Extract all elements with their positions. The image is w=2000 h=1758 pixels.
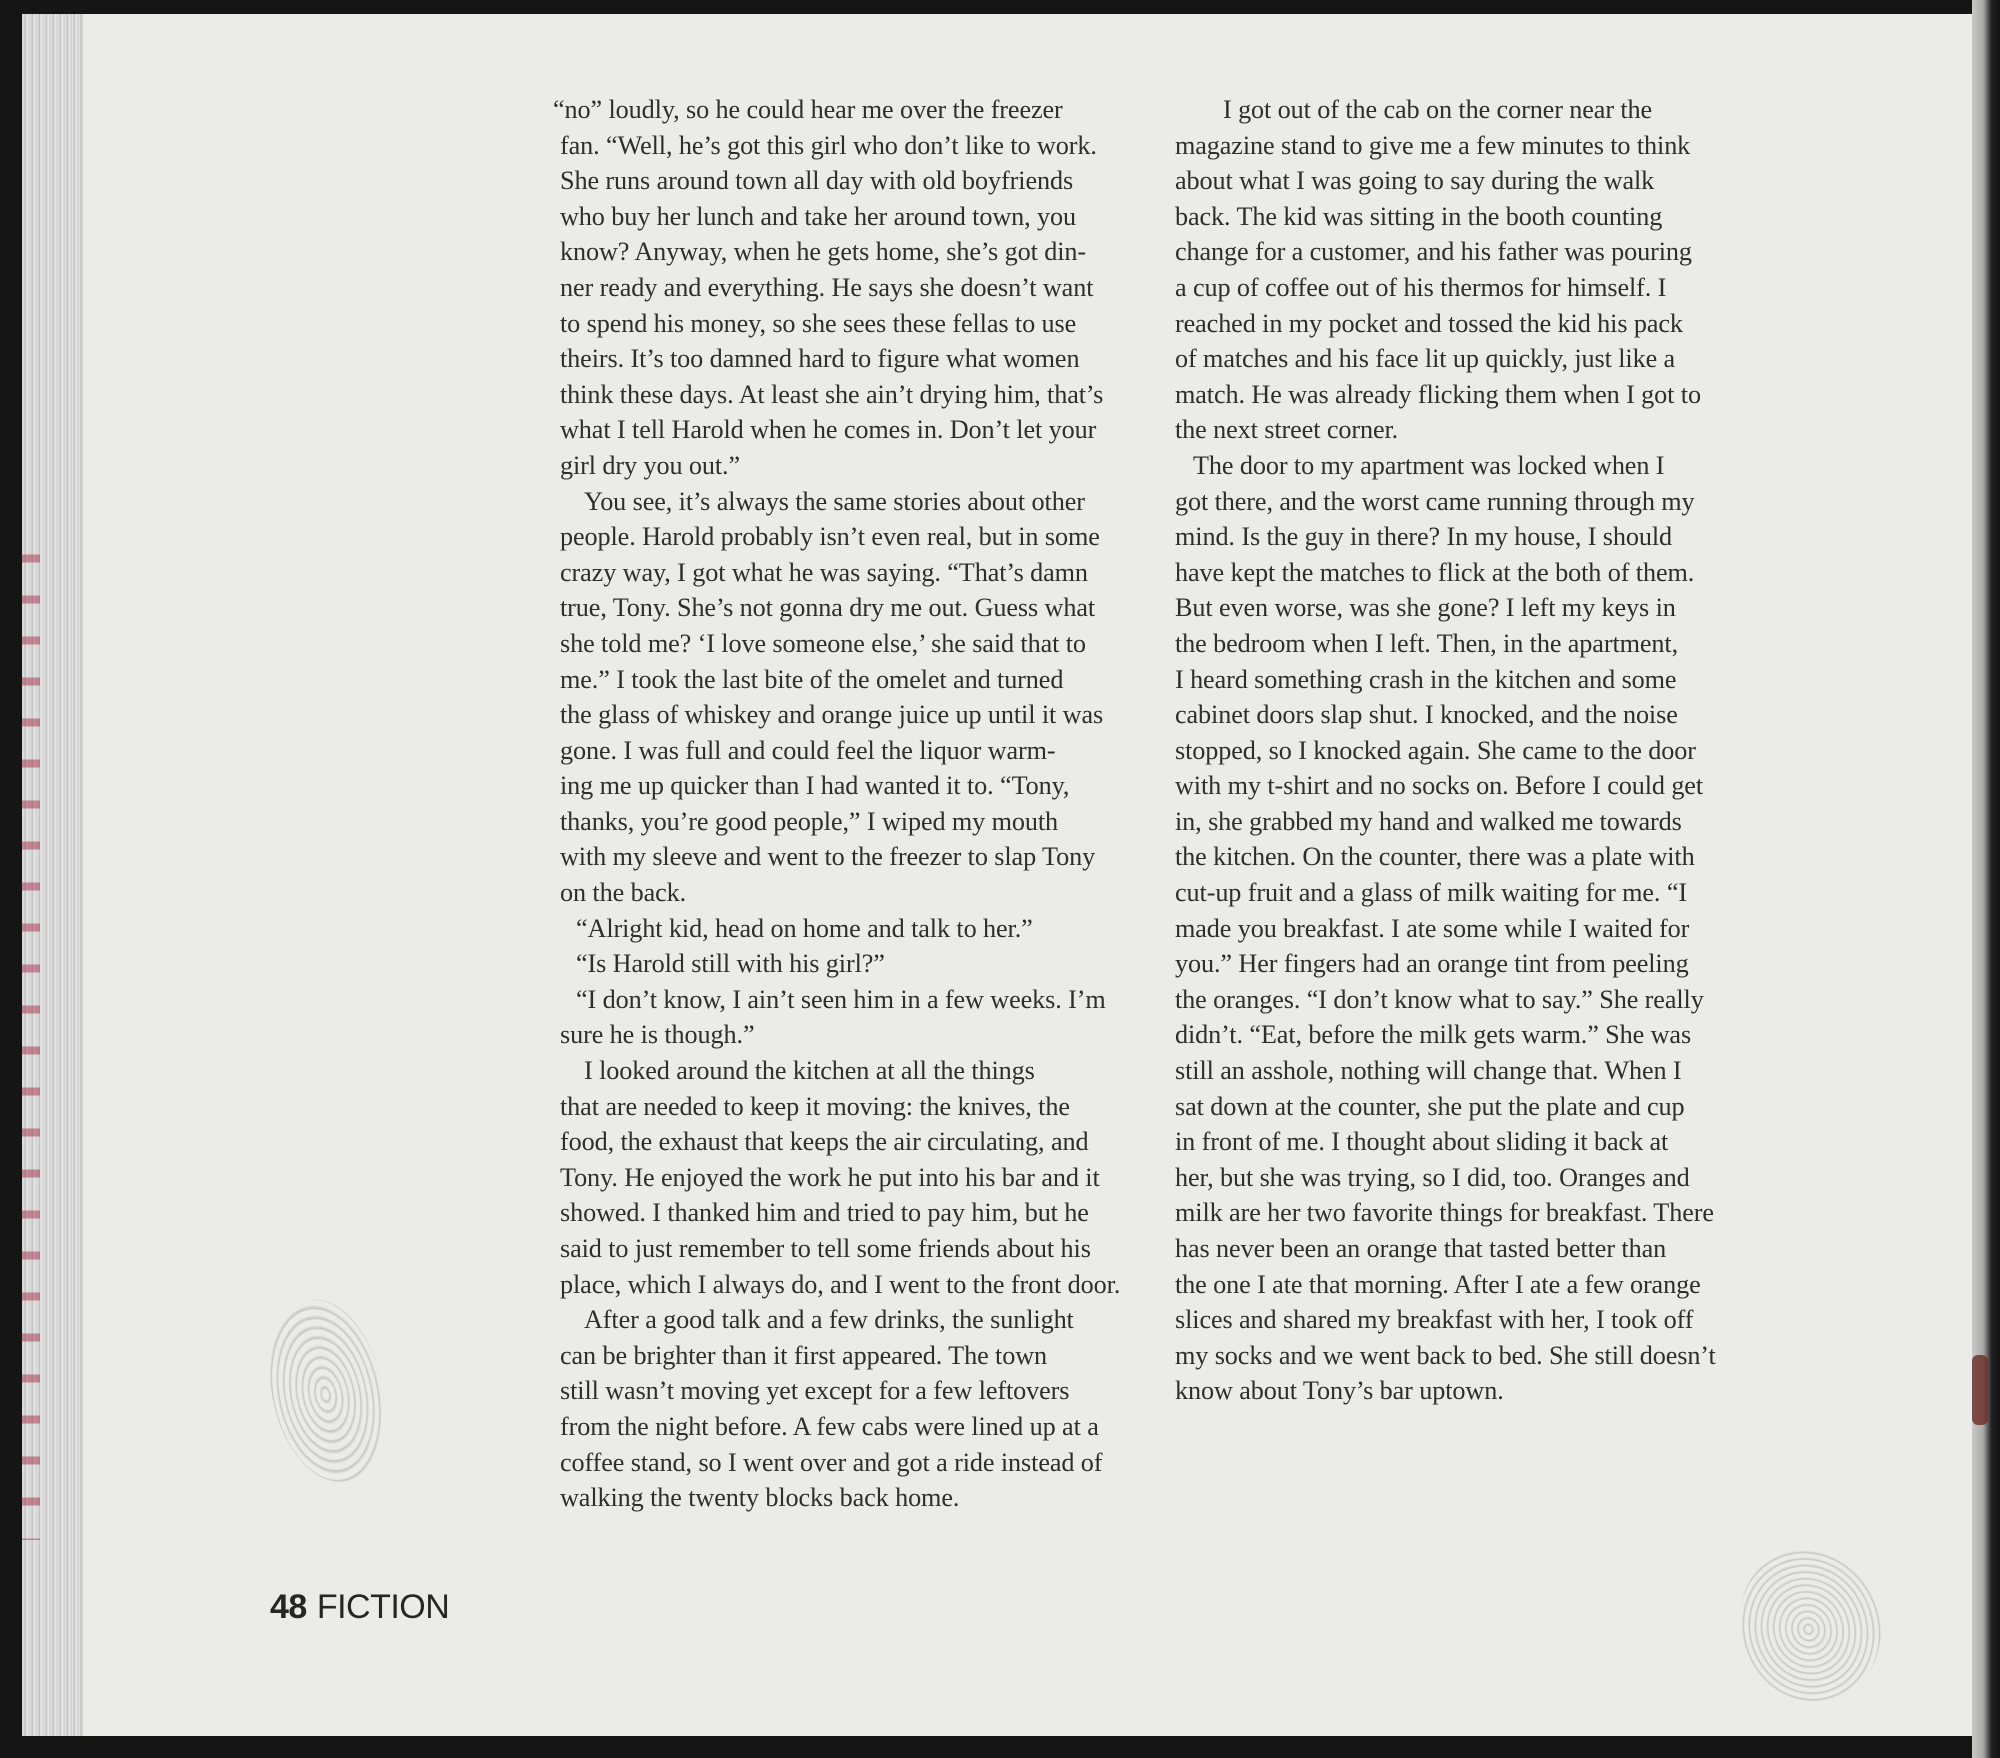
text-line: walking the twenty blocks back home.	[560, 1483, 960, 1513]
text-line: You see, it’s always the same stories about other	[584, 486, 1085, 516]
text-line: gone. I was full and could feel the liquor warm-	[560, 735, 1056, 765]
text-line: has never been an orange that tasted better than	[1175, 1234, 1667, 1263]
text-line: me.” I took the last bite of the omelet and turned	[560, 664, 1064, 694]
text-line: reached in my pocket and tossed the kid his pack	[1175, 308, 1683, 338]
text-line: made you breakfast. I ate some while I waited for	[1175, 913, 1690, 943]
text-line: But even worse, was she gone? I left my keys in	[1175, 593, 1676, 623]
text-line: I looked around the kitchen at all the things	[584, 1056, 1035, 1086]
text-line: about what I was going to say during the walk	[1175, 166, 1655, 196]
text-line: magazine stand to give me a few minutes to think	[1175, 130, 1691, 160]
text-line: can be brighter than it first appeared. The town	[560, 1340, 1048, 1370]
text-line: still wasn’t moving yet except for a few leftovers	[560, 1376, 1070, 1406]
text-line: a cup of coffee out of his thermos for himself. I	[1175, 272, 1667, 302]
text-line: to spend his money, so she sees these fellas to use	[560, 308, 1077, 338]
text-line: stopped, so I knocked again. She came to the door	[1175, 735, 1696, 765]
text-line: showed. I thanked him and tried to pay him, but he	[560, 1198, 1089, 1228]
text-column-left	[553, 92, 1160, 1516]
text-line: the oranges. “I don’t know what to say.” She really	[1175, 984, 1704, 1014]
text-line: who buy her lunch and take her around town, you	[560, 201, 1077, 231]
text-line: true, Tony. She’s not gonna dry me out. Guess what	[560, 593, 1096, 623]
text-line: back. The kid was sitting in the booth counting	[1175, 201, 1663, 231]
text-line: Tony. He enjoyed the work he put into his bar and it	[560, 1162, 1100, 1192]
text-line: ing me up quicker than I had wanted it to. “Tony,	[560, 771, 1070, 801]
text-line: slices and shared my breakfast with her, I took off	[1175, 1305, 1694, 1335]
text-line: coffee stand, so I went over and got a ride instead of	[560, 1447, 1103, 1477]
text-line: in, she grabbed my hand and walked me towards	[1175, 806, 1682, 836]
text-line: cut-up fruit and a glass of milk waiting for me. “I	[1175, 878, 1687, 908]
text-line: on the back.	[560, 878, 687, 908]
text-line: the next street corner.	[1175, 415, 1399, 445]
text-line: know about Tony’s bar uptown.	[1175, 1376, 1504, 1406]
text-line: got there, and the worst came running through my	[1175, 486, 1695, 516]
text-line: think these days. At least she ain’t drying him, that’s	[560, 379, 1104, 409]
text-line: thanks, you’re good people,” I wiped my mouth	[560, 806, 1059, 836]
text-line: sat down at the counter, she put the plate and cup	[1175, 1091, 1685, 1121]
text-line: I got out of the cab on the corner near the	[1223, 95, 1653, 124]
text-line: sure he is though.”	[560, 1020, 755, 1050]
text-line: still an asshole, nothing will change that. When I	[1175, 1056, 1682, 1086]
text-line: her, but she was trying, so I did, too. Oranges and	[1175, 1162, 1690, 1192]
text-line: I heard something crash in the kitchen and some	[1175, 664, 1677, 694]
text-line: “no” loudly, so he could hear me over the freezer	[553, 95, 1063, 124]
section-label: FICTION	[316, 1588, 450, 1626]
text-line: you.” Her fingers had an orange tint from peeling	[1175, 949, 1689, 979]
text-line: in front of me. I thought about sliding it back at	[1175, 1127, 1669, 1157]
text-line: The door to my apartment was locked when I	[1193, 450, 1665, 480]
text-line: with my t-shirt and no socks on. Before I could get	[1175, 771, 1704, 801]
text-line: milk are her two favorite things for breakfast. There	[1175, 1198, 1714, 1228]
text-line: the glass of whiskey and orange juice up until it was	[560, 700, 1104, 730]
text-line: girl dry you out.”	[560, 450, 741, 480]
text-column-right	[1175, 92, 1775, 1409]
text-line: theirs. It’s too damned hard to figure what women	[560, 344, 1080, 374]
text-line: know? Anyway, when he gets home, she’s got din-	[560, 237, 1086, 267]
text-line: the kitchen. On the counter, there was a plate with	[1175, 842, 1695, 872]
page-folio	[270, 1588, 449, 1627]
text-line: mind. Is the guy in there? In my house, I should	[1175, 522, 1673, 552]
page-number: 48	[270, 1588, 307, 1626]
text-line: “Is Harold still with his girl?”	[576, 949, 885, 979]
right-page-edge	[1972, 0, 2000, 1758]
text-line: She runs around town all day with old boyfriends	[560, 166, 1074, 196]
text-line: didn’t. “Eat, before the milk gets warm.” She was	[1175, 1020, 1692, 1050]
text-line: from the night before. A few cabs were lined up at a	[560, 1411, 1099, 1441]
text-line: of matches and his face lit up quickly, just like a	[1175, 344, 1676, 374]
text-line: food, the exhaust that keeps the air circulating, and	[560, 1127, 1089, 1157]
text-line: fan. “Well, he’s got this girl who don’t like to work.	[560, 130, 1097, 160]
text-line: have kept the matches to flick at the both of them.	[1175, 557, 1695, 587]
text-line: cabinet doors slap shut. I knocked, and the noise	[1175, 700, 1678, 730]
text-line: “I don’t know, I ain’t seen him in a few weeks. I’m	[576, 984, 1106, 1014]
text-line: she told me? ‘I love someone else,’ she said that to	[560, 628, 1086, 658]
text-line: with my sleeve and went to the freezer to slap Tony	[560, 842, 1096, 872]
text-line: crazy way, I got what he was saying. “That’s damn	[560, 557, 1088, 587]
text-line: the one I ate that morning. After I ate a few orange	[1175, 1269, 1701, 1299]
text-line: match. He was already flicking them when I got to	[1175, 379, 1701, 409]
text-line: After a good talk and a few drinks, the sunlight	[584, 1305, 1074, 1335]
text-line: ner ready and everything. He says she doesn’t want	[560, 272, 1094, 302]
text-line: “Alright kid, head on home and talk to her.”	[576, 913, 1033, 943]
text-line: said to just remember to tell some friends about his	[560, 1234, 1091, 1263]
right-edge-stain	[1972, 1355, 1988, 1425]
text-line: the bedroom when I left. Then, in the apartment,	[1175, 628, 1679, 658]
text-line: my socks and we went back to bed. She still doesn’t	[1175, 1340, 1716, 1370]
text-line: people. Harold probably isn’t even real, but in some	[560, 522, 1100, 552]
text-line: change for a customer, and his father was pouring	[1175, 237, 1692, 267]
page-edge-color-marks	[22, 540, 40, 1540]
text-line: that are needed to keep it moving: the knives, the	[560, 1091, 1070, 1121]
text-line: place, which I always do, and I went to the front door.	[560, 1269, 1121, 1299]
text-line: what I tell Harold when he comes in. Don’t let your	[560, 415, 1097, 445]
